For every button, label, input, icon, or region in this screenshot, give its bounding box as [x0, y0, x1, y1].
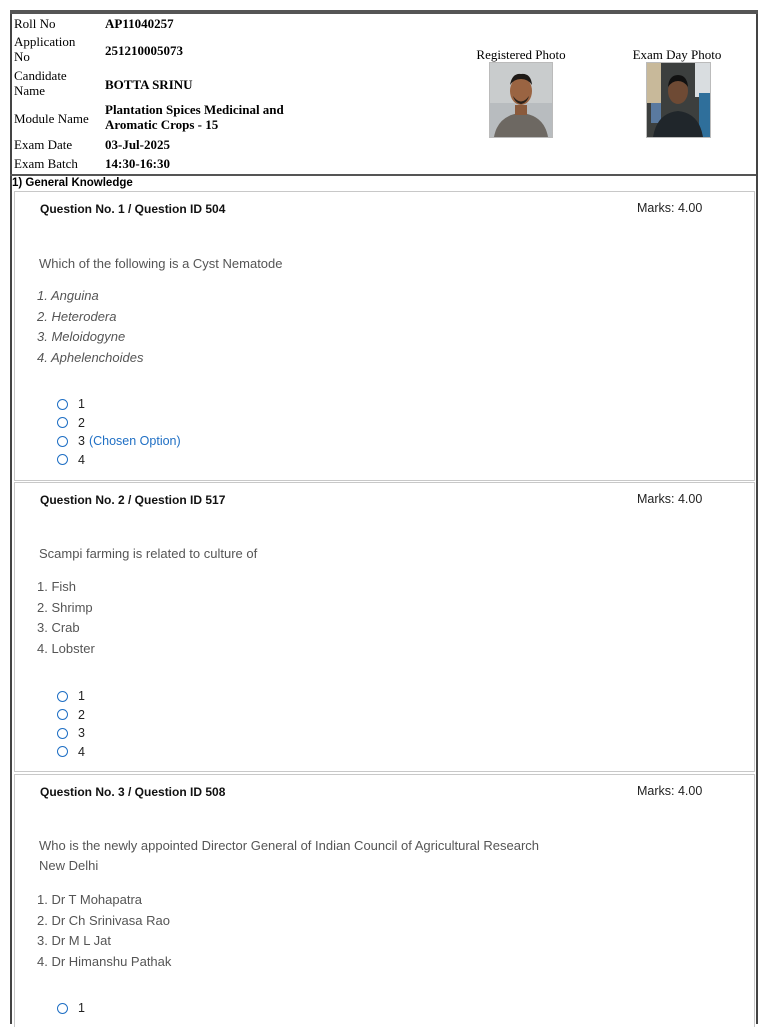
question-header: Question No. 1 / Question ID 504 [40, 202, 226, 216]
exam-batch-value: 14:30-16:30 [105, 156, 170, 171]
exam-batch-label: Exam Batch [14, 156, 78, 171]
answer-option-label: 1 [78, 689, 85, 704]
option-text: 4. Aphelenchoides [37, 350, 144, 366]
answer-option[interactable] [57, 395, 181, 414]
option-text: 3. Crab [37, 620, 80, 636]
registered-photo-label: Registered Photo [476, 47, 566, 62]
option-text: 2. Dr Ch Srinivasa Rao [37, 912, 170, 928]
question-text: Which of the following is a Cyst Nematode [39, 256, 283, 271]
radio-icon[interactable] [57, 399, 68, 410]
registered-photo [489, 62, 553, 138]
application-no-label-line2: No [14, 49, 30, 64]
radio-icon[interactable] [57, 691, 68, 702]
question-marks: Marks: 4.00 [637, 492, 703, 506]
person-photo-icon [490, 63, 552, 137]
answer-option[interactable] [57, 743, 85, 762]
answer-option-label: 4 [78, 744, 85, 759]
exam-date-label: Exam Date [14, 137, 73, 152]
module-name-label: Module Name [14, 111, 89, 126]
question-options [37, 577, 95, 660]
answer-option[interactable] [57, 999, 85, 1018]
radio-icon[interactable] [57, 454, 68, 465]
answer-option-label: 2 [78, 415, 85, 430]
option-text: 3. Meloidogyne [37, 329, 126, 345]
roll-no-value: AP11040257 [105, 16, 174, 31]
question-marks: Marks: 4.00 [637, 201, 703, 215]
chosen-option-label: (Chosen Option) [88, 434, 181, 449]
answer-option-label: 3 [78, 434, 85, 449]
answer-option[interactable] [57, 414, 181, 433]
option-text: 1. Fish [37, 579, 77, 594]
application-no-label-line1: Application [14, 34, 76, 49]
question-header: Question No. 2 / Question ID 517 [40, 493, 226, 507]
module-name-value-line1: Plantation Spices Medicinal and [105, 102, 284, 117]
radio-icon[interactable] [57, 746, 68, 757]
exam-day-photo [646, 62, 711, 138]
answer-option[interactable] [57, 451, 181, 470]
option-text: 3. Dr M L Jat [37, 933, 111, 949]
question-text-line: Who is the newly appointed Director General of Indian Council of Agricultural Research [39, 838, 540, 853]
radio-icon[interactable] [57, 436, 68, 447]
answer-option-label: 3 [78, 726, 85, 741]
question-text: Scampi farming is related to culture of [39, 546, 258, 561]
answer-radios [57, 395, 181, 469]
answer-option[interactable] [57, 687, 85, 706]
application-no-value: 251210005073 [105, 43, 183, 58]
answer-option-label: 2 [78, 707, 85, 722]
question-card [14, 191, 755, 481]
section-title: 1) General Knowledge [12, 177, 133, 189]
radio-icon[interactable] [57, 417, 68, 428]
question-marks: Marks: 4.00 [637, 784, 703, 798]
question-options [37, 890, 171, 973]
question-card [14, 482, 755, 772]
candidate-info [12, 14, 754, 174]
candidate-name-label-line1: Candidate [14, 68, 67, 83]
option-text: 4. Lobster [37, 641, 95, 657]
candidate-name-value: BOTTA SRINU [105, 77, 193, 92]
answer-option[interactable] [57, 706, 85, 725]
person-photo-icon [647, 63, 710, 137]
radio-icon[interactable] [57, 728, 68, 739]
option-text: 1. Dr T Mohapatra [37, 892, 143, 907]
answer-option-label: 1 [78, 397, 85, 412]
candidate-name-label-line2: Name [14, 83, 46, 98]
answer-radios [57, 687, 85, 761]
answer-option-label: 4 [78, 452, 85, 467]
info-divider [10, 174, 756, 176]
option-text: 4. Dr Himanshu Pathak [37, 954, 172, 970]
question-text [39, 836, 599, 876]
question-card [14, 774, 755, 1027]
exam-day-photo-label: Exam Day Photo [632, 47, 722, 62]
option-text: 1. Anguina [37, 288, 99, 303]
answer-option-label: 1 [78, 1001, 85, 1016]
question-options [37, 286, 144, 369]
answer-option[interactable] [57, 724, 85, 743]
answer-option[interactable] [57, 432, 181, 451]
question-header: Question No. 3 / Question ID 508 [40, 785, 226, 799]
radio-icon[interactable] [57, 709, 68, 720]
option-text: 2. Shrimp [37, 599, 93, 615]
roll-no-label: Roll No [14, 16, 56, 31]
option-text: 2. Heterodera [37, 308, 117, 324]
answer-radios [57, 999, 85, 1018]
module-name-value-line2: Aromatic Crops - 15 [105, 117, 219, 132]
radio-icon[interactable] [57, 1003, 68, 1014]
question-text-line: New Delhi [39, 858, 99, 873]
exam-date-value: 03-Jul-2025 [105, 137, 170, 152]
